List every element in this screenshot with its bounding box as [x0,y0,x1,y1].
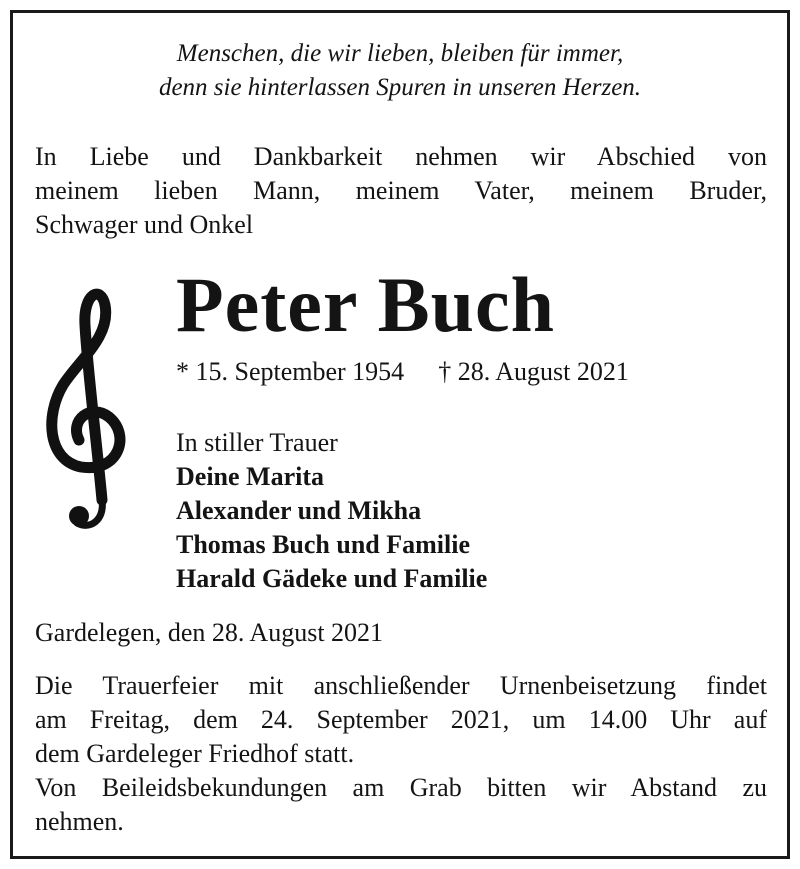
mourner-name: Deine Marita [176,462,325,491]
life-dates [176,355,629,389]
funeral-notice [35,669,767,839]
notice-line-5: nehmen. [35,807,124,836]
deceased-name: Peter Buch [176,261,555,348]
quote-line-2: denn sie hinterlassen Spuren in unseren Herzen. [158,74,642,101]
death-date: † 28. August 2021 [438,357,629,386]
place-and-date: Gardelegen, den 28. August 2021 [35,618,384,647]
notice-line-2: am Freitag, dem 24. September 2021, um 14.00 Uhr auf [35,705,767,734]
intro-text [35,140,767,242]
mourners-block [176,426,487,596]
treble-clef-icon [39,275,135,537]
mourners-heading: In stiller Trauer [176,428,338,457]
notice-line-3: dem Gardeleger Friedhof statt. [35,739,355,768]
memorial-quote [13,37,787,105]
mourner-name: Thomas Buch und Familie [176,530,471,559]
mourner-name: Alexander und Mikha [176,496,422,525]
notice-line-1: Die Trauerfeier mit anschließender Urnenbeisetzung findet [35,671,767,700]
intro-line-1: In Liebe und Dankbarkeit nehmen wir Abschied von [35,142,767,171]
notice-line-4: Von Beileidsbekundungen am Grab bitten wir Abstand zu [35,773,767,802]
intro-line-3: Schwager und Onkel [35,210,254,239]
mourner-name: Harald Gädeke und Familie [176,564,488,593]
birth-date: * 15. September 1954 [176,357,405,386]
obituary-frame [10,10,790,859]
intro-line-2: meinem lieben Mann, meinem Vater, meinem Bruder, [35,176,767,205]
quote-line-1: Menschen, die wir lieben, bleiben für immer, [176,40,624,67]
